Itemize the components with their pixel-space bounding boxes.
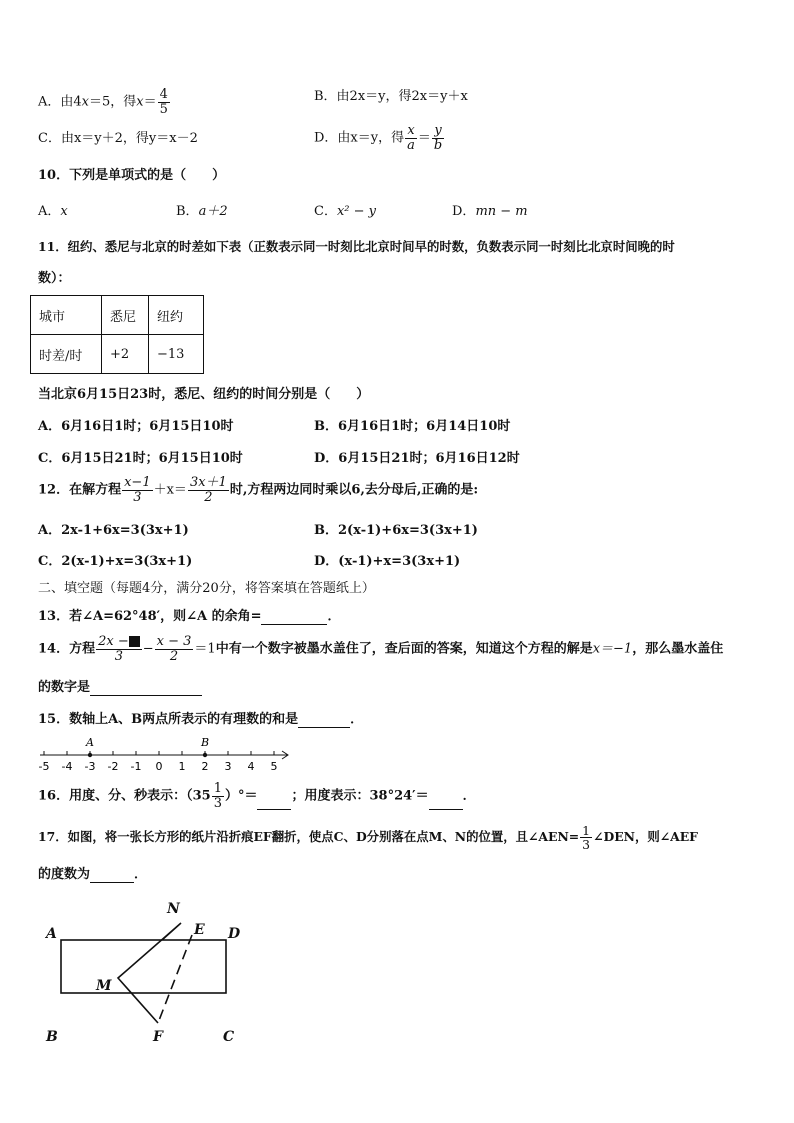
number-line-tick-label: -4 xyxy=(61,760,73,773)
q10-option-b: B．a＋2 xyxy=(176,204,228,219)
q11-option-a: A．6月16日1时；6月15日10时 xyxy=(38,419,234,434)
number-line-ticks xyxy=(39,751,278,773)
q10-option-c: C．x² − y xyxy=(314,204,376,219)
label-b: B xyxy=(46,1029,58,1045)
q12-option-a: A．2x-1+6x=3(3x+1) xyxy=(38,523,189,538)
q17-line1: 17．如图，将一张长方形的纸片沿折痕EF翻折，使点C、D分别落在点M、N的位置，且∠AEN= $\frac{1}{3}$ ∠DEN，则∠AEF xyxy=(38,823,698,853)
number-line-tick-label: -5 xyxy=(38,760,50,773)
number-line-tick-label: 1 xyxy=(178,760,186,773)
q10-option-d: D．mn − m xyxy=(452,204,528,219)
number-line-tick-label: -1 xyxy=(130,760,142,773)
q10-stem: 10．下列是单项式的是（ ） xyxy=(38,168,226,183)
answer-blank xyxy=(90,679,202,696)
time-difference-table xyxy=(30,295,204,374)
label-m: M xyxy=(96,978,112,994)
label-f: F xyxy=(153,1029,163,1045)
number-line-tick-label: 2 xyxy=(201,760,209,773)
q17-line2: 的度数为 ． xyxy=(38,867,148,882)
q11-option-c: C．6月15日21时；6月15日10时 xyxy=(38,451,243,466)
q15: 15．数轴上A、B两点所表示的有理数的和是 ． xyxy=(38,712,364,727)
ink-blot xyxy=(129,636,140,647)
fold-crease-ef xyxy=(158,935,192,1023)
q11-option-d: D．6月15日21时；6月16日12时 xyxy=(314,451,520,466)
answer-blank xyxy=(90,866,134,883)
q9-option-b: B．由2x＝y，得2x＝y＋x xyxy=(314,89,468,104)
point-a-label: A xyxy=(86,736,94,749)
answer-blank xyxy=(429,794,463,811)
point-b-label: B xyxy=(200,736,210,749)
q9-option-c: C．由x＝y＋2，得y＝x－2 xyxy=(38,131,198,146)
answer-blank xyxy=(261,608,327,625)
rectangle-abcd xyxy=(61,940,226,993)
folded-rectangle-figure xyxy=(40,895,250,1050)
number-line-tick-label: 3 xyxy=(224,760,232,773)
folded-part xyxy=(118,923,181,1023)
number-line-tick-label: 5 xyxy=(270,760,278,773)
q16: 16．用度、分、秒表示：（35 $\frac{1}{3}$ ）°＝ ；用度表示：38°24′＝ ． xyxy=(38,781,476,811)
label-d: D xyxy=(228,926,241,942)
number-line xyxy=(30,733,300,775)
q11-stem-line1: 11．纽约、悉尼与北京的时差如下表（正数表示同一时刻比北京时间早的时数，负数表示同一时刻比北京时间晚的时 xyxy=(38,239,675,254)
number-line-tick-label: -2 xyxy=(107,760,119,773)
table-cell: −13 xyxy=(149,335,204,374)
answer-blank xyxy=(298,711,350,728)
table-cell: 纽约 xyxy=(149,296,204,335)
table-row xyxy=(31,335,204,374)
q12-option-d: D．(x-1)+x=3(3x+1) xyxy=(314,554,461,569)
q11-option-b: B．6月16日1时；6月14日10时 xyxy=(314,419,511,434)
q12-option-b: B．2(x-1)+6x=3(3x+1) xyxy=(314,523,478,538)
hidden xyxy=(158,940,162,1023)
q10-option-a: A．x xyxy=(38,204,68,219)
label-n: N xyxy=(167,901,180,917)
q9-option-a: A．由4x＝5，得x＝ $\frac{4}{5}$ xyxy=(38,87,168,117)
q12-stem: 12．在解方程 $\frac{x-1}{3}$ ＋x＝ $\frac{3x+1}{2}$ 时,方程两边同时乘以6,去分母后,正确的是: xyxy=(38,475,479,505)
section-heading: 二、填空题（每题4分，满分20分，将答案填在答题纸上） xyxy=(38,581,375,596)
q11-question: 当北京6月15日23时，悉尼、纽约的时间分别是（ ） xyxy=(38,387,370,402)
label-e: E xyxy=(194,922,205,938)
table-cell: 时差/时 xyxy=(31,335,102,374)
table-cell: 城市 xyxy=(31,296,102,335)
point-b-dot xyxy=(203,753,207,757)
point-a-dot xyxy=(88,753,92,757)
label-c: C xyxy=(223,1029,235,1045)
q14-line2: 的数字是 xyxy=(38,679,202,696)
table-cell: +2 xyxy=(102,335,149,374)
table-row xyxy=(31,296,204,335)
q11-stem-line2: 数）： xyxy=(38,271,71,286)
answer-blank xyxy=(257,794,291,811)
q14-line1: 14．方程 $\frac{2x -}{3}$ − $\frac{x - 3}{2}$ ＝1中有一个数字被墨水盖住了，查后面的答案，知道这个方程的解是x＝−1，那么墨水盖住 xyxy=(38,634,724,664)
table-cell: 悉尼 xyxy=(102,296,149,335)
q13: 13．若∠A=62°48′，则∠A 的余角= ． xyxy=(38,609,341,624)
number-line-tick-label: 4 xyxy=(247,760,255,773)
q9-option-d: D．由x＝y，得 $\frac{x}{a}$ ＝ $\frac{y}{b}$ xyxy=(314,123,443,153)
label-a: A xyxy=(46,926,57,942)
number-line-tick-label: 0 xyxy=(155,760,163,773)
q12-option-c: C．2(x-1)+x=3(3x+1) xyxy=(38,554,193,569)
number-line-tick-label: -3 xyxy=(84,760,96,773)
